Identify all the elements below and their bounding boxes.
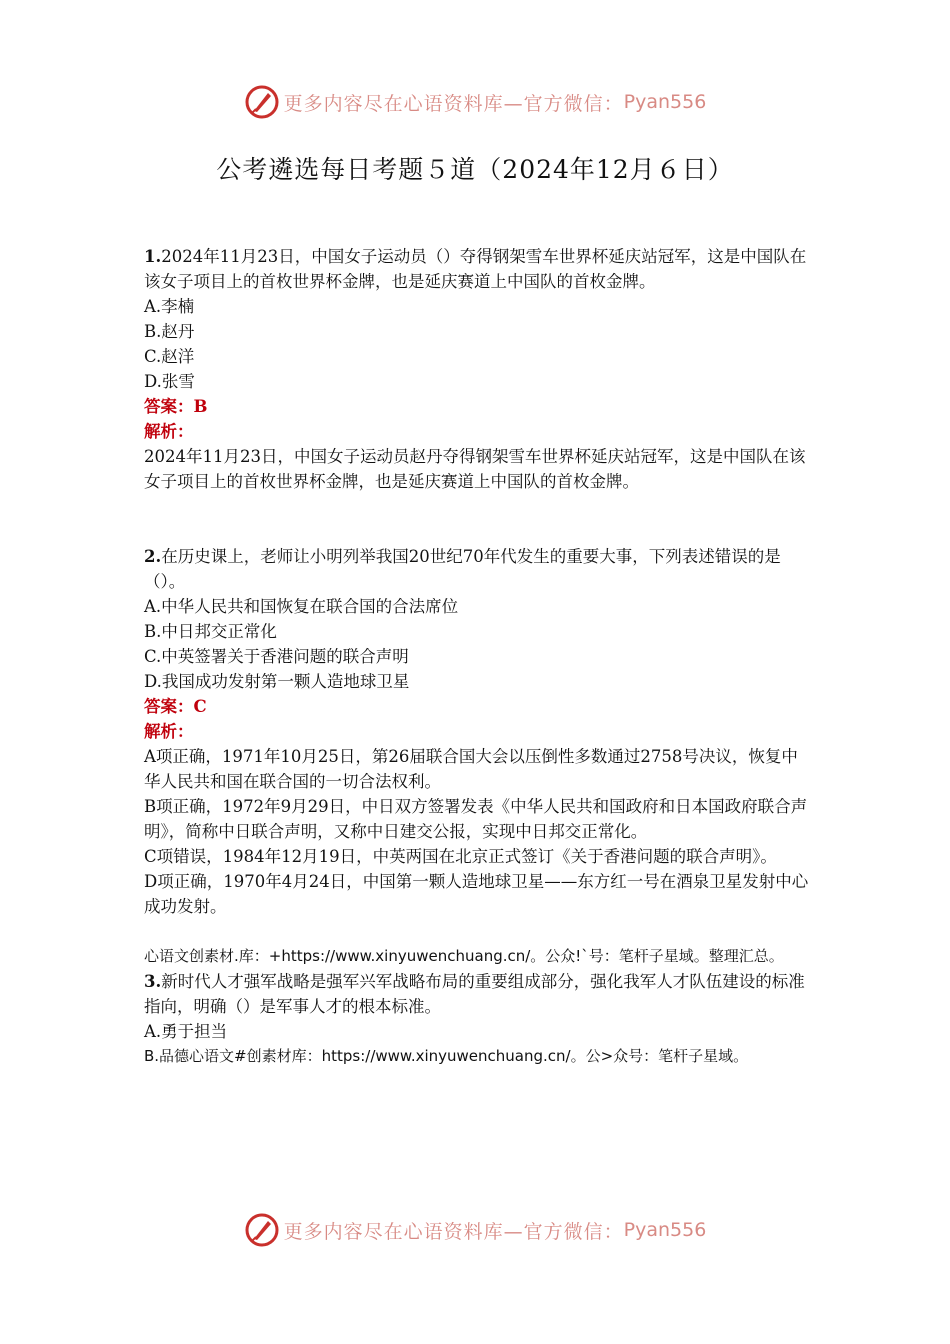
question-1-analysis-label: 解析： [144, 422, 194, 441]
footer-banner [0, 1210, 950, 1250]
page-title: 公考遴选每日考题５道（2024年12月６日） [216, 155, 734, 184]
question-1-option-c: C.赵洋 [144, 347, 195, 366]
banner-text: 更多内容尽在心语资料库—官方微信： [283, 1220, 624, 1243]
source-notice: 心语文创素材.库：+https://www.xinyuwenchuang.cn/。公众!`号：笔杆子星域。整理汇总。 [144, 947, 784, 965]
question-2-answer: 答案：C [144, 697, 207, 716]
question-1-option-a: A.李楠 [144, 297, 195, 316]
question-2-number: 2. [144, 547, 162, 566]
document-body [144, 244, 810, 1069]
question-1-stem [144, 244, 810, 294]
question-2-option-d: D.我国成功发射第一颗人造地球卫星 [144, 672, 410, 691]
question-2-analysis-a: A项正确，1971年10月25日，第26届联合国大会以压倒性多数通过2758号决议，恢复中华人民共和国在联合国的一切合法权利。 [144, 747, 798, 791]
question-3-text: 新时代人才强军战略是强军兴军战略布局的重要组成部分，强化我军人才队伍建设的标准指向，明确（）是军事人才的根本标准。 [144, 972, 805, 1016]
question-1-answer: 答案：B [144, 397, 208, 416]
question-3-option-b: B.品德心语文#创素材库：https://www.xinyuwenchuang.cn/。公>众号：笔杆子星域。 [144, 1047, 749, 1065]
question-2-stem [144, 544, 810, 594]
banner-wechat-id: Pyan556 [623, 1219, 707, 1241]
spacer [144, 919, 810, 944]
question-2-analysis-c: C项错误，1984年12月19日，中英两国在北京正式签订《关于香港问题的联合声明》。 [144, 847, 777, 866]
question-2-option-a: A.中华人民共和国恢复在联合国的合法席位 [144, 597, 459, 616]
spacer [144, 494, 810, 544]
header-banner [0, 82, 950, 122]
question-3-option-a: A.勇于担当 [144, 1022, 228, 1041]
question-1-number: 1. [144, 247, 162, 266]
question-1-option-d: D.张雪 [144, 372, 195, 391]
quill-logo-icon [244, 1212, 280, 1248]
question-1-text: 2024年11月23日，中国女子运动员（）夺得钢架雪车世界杯延庆站冠军，这是中国队在该女子项目上的首枚世界杯金牌，也是延庆赛道上中国队的首枚金牌。 [144, 247, 807, 291]
question-1-analysis: 2024年11月23日，中国女子运动员赵丹夺得钢架雪车世界杯延庆站冠军，这是中国队在该女子项目上的首枚世界杯金牌，也是延庆赛道上中国队的首枚金牌。 [144, 447, 806, 491]
question-3-number: 3. [144, 972, 162, 991]
question-2-option-c: C.中英签署关于香港问题的联合声明 [144, 647, 409, 666]
question-2-analysis-d: D项正确，1970年4月24日，中国第一颗人造地球卫星——东方红一号在酒泉卫星发射中心成功发射。 [144, 872, 809, 916]
question-2-option-b: B.中日邦交正常化 [144, 622, 277, 641]
question-2-text: 在历史课上，老师让小明列举我国20世纪70年代发生的重要大事，下列表述错误的是（）。 [144, 547, 781, 591]
question-3-stem [144, 969, 810, 1019]
question-2-analysis-label: 解析： [144, 722, 194, 741]
quill-logo-icon [244, 84, 280, 120]
banner-text: 更多内容尽在心语资料库—官方微信： [283, 92, 624, 115]
question-1-option-b: B.赵丹 [144, 322, 195, 341]
banner-wechat-id: Pyan556 [623, 91, 707, 113]
question-2-analysis-b: B项正确，1972年9月29日，中日双方签署发表《中华人民共和国政府和日本国政府联合声明》，简称中日联合声明，又称中日建交公报，实现中日邦交正常化。 [144, 797, 808, 841]
